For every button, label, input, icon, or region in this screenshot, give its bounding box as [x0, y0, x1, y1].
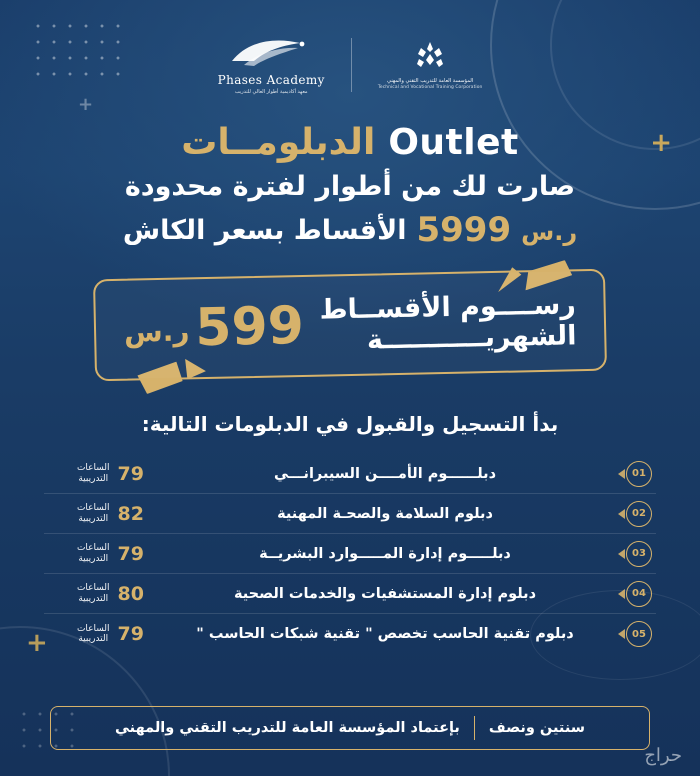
program-title: دبلوم تقنية الحاسب تخصص " تقنية شبكات الحاسب " [196, 626, 574, 642]
headline-diplomas-word: الدبلومــات [181, 122, 376, 163]
hours-label-line-2: التدريبية [78, 553, 109, 564]
headline-line-2: صارت لك من أطوار لفترة محدودة [124, 171, 576, 202]
tvtc-name-en: Technical and Vocational Training Corporation [377, 85, 483, 90]
program-hours-value: 79 [117, 462, 144, 485]
phases-swoosh-icon [228, 35, 314, 71]
hours-label-line-2: التدريبية [78, 593, 109, 604]
program-hours-value: 79 [117, 623, 144, 645]
headline-line-1 [0, 122, 700, 163]
list-item [44, 454, 656, 494]
ribbon-price [123, 296, 304, 360]
item-number-badge: 04 [626, 581, 652, 607]
cash-price-label: الأقساط بسعر الكاش [122, 214, 407, 246]
decor-plus-icon-right: + [650, 128, 672, 158]
tvtc-logo [378, 40, 483, 90]
program-hours-label [77, 463, 110, 484]
logo-bar [0, 0, 700, 96]
currency-symbol-cash: ر.س [521, 218, 578, 246]
footer-banner [50, 706, 650, 750]
hours-label-line-1: الساعات [76, 463, 110, 474]
program-title: دبلــــــوم الأمــــن السيبرانـــي [273, 465, 497, 482]
headline [0, 122, 700, 250]
hours-label-line-2: التدريبية [78, 473, 109, 484]
ribbon-label-line-1: رســــوم الأقســاط [319, 289, 577, 326]
program-hours [48, 623, 144, 645]
hours-label-line-2: التدريبية [78, 513, 109, 524]
tvtc-name-ar: المؤسسة العامة للتدريب التقني والمهني [387, 78, 474, 84]
program-title: دبلـــــوم إدارة المـــــوارد البشريــة [259, 545, 511, 562]
phases-name-ar: معهد أكاديمية أطوار العالي للتدريب [234, 89, 308, 95]
program-hours [48, 503, 144, 525]
program-hours-label [77, 624, 110, 645]
footer-divider [474, 716, 475, 740]
footer-duration: سنتين ونصف [488, 720, 586, 736]
list-item [44, 494, 656, 534]
phases-name-en: Phases Academy [217, 73, 325, 87]
program-hours [48, 463, 144, 485]
program-hours-value: 79 [117, 542, 144, 565]
installment-ribbon [94, 274, 606, 376]
hours-label-line-1: الساعات [76, 583, 110, 594]
phases-academy-logo [218, 35, 325, 95]
programs-list [44, 454, 656, 654]
list-item [44, 614, 656, 654]
decor-plus-icon-left: + [26, 628, 48, 658]
programs-section-title: بدأ التسجيل والقبول في الدبلومات التالية: [141, 412, 559, 436]
hours-label-line-1: الساعات [76, 623, 110, 634]
ribbon-label [319, 289, 577, 356]
hours-label-line-1: الساعات [76, 503, 110, 514]
program-title: دبلوم السلامة والصحـة المهنية [277, 505, 493, 522]
program-hours-value: 82 [117, 502, 144, 525]
hours-label-line-1: الساعات [76, 543, 110, 554]
ribbon-label-line-2: الشهريـــــــــــة [366, 320, 577, 356]
tvtc-emblem-icon [409, 40, 451, 74]
program-title: دبلوم إدارة المستشفيات والخدمات الصحية [233, 585, 537, 602]
list-item [44, 534, 656, 574]
item-number-badge: 01 [626, 461, 652, 487]
item-number-badge: 05 [626, 621, 652, 647]
hours-label-line-2: التدريبية [78, 634, 109, 644]
program-hours [48, 543, 144, 565]
watermark: حراج [644, 745, 682, 766]
program-hours-label [77, 583, 110, 604]
program-hours-value: 80 [117, 582, 144, 605]
cash-price-value: 5999 [416, 210, 512, 250]
item-number-badge: 03 [626, 541, 652, 567]
ribbon-box [93, 269, 607, 382]
installment-price-value: 599 [194, 295, 305, 359]
item-number-badge: 02 [626, 501, 652, 527]
program-hours [48, 583, 144, 605]
decor-plus-icon-left-small: + [78, 94, 94, 115]
currency-symbol-installment: ر.س [123, 313, 190, 349]
list-item [44, 574, 656, 614]
footer-accreditation: بإعتماد المؤسسة العامة للتدريب التقني والمهني [114, 720, 460, 736]
program-hours-label [77, 543, 110, 564]
headline-outlet-word: Outlet [388, 122, 519, 163]
program-hours-label [77, 503, 110, 524]
logo-divider [351, 38, 352, 92]
headline-line-3 [0, 210, 700, 250]
